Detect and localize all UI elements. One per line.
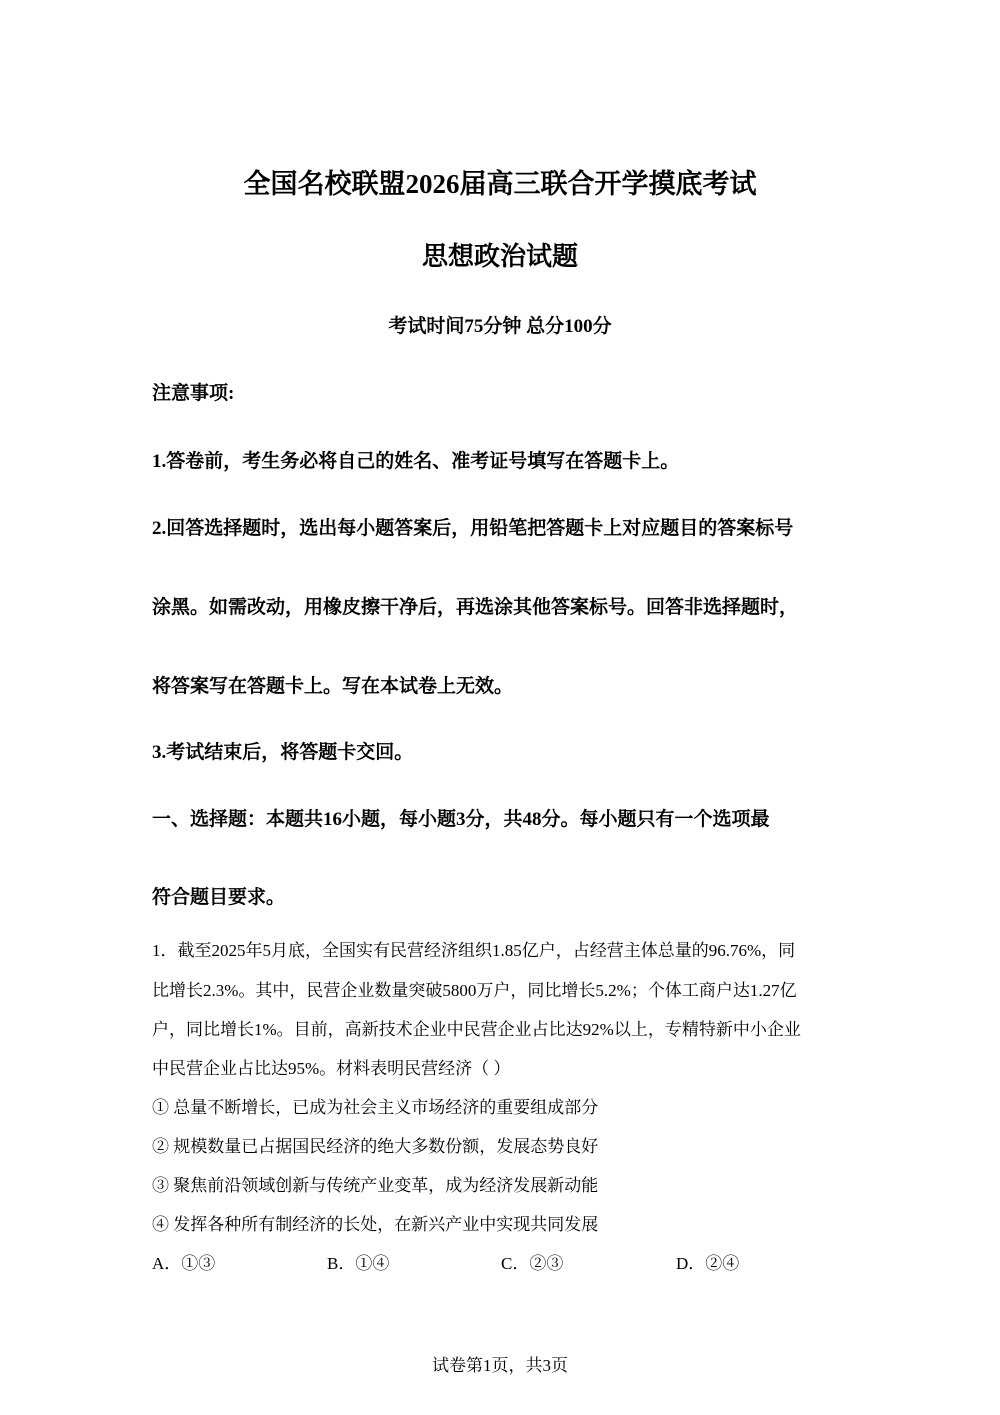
section-heading: 一、选择题：本题共16小题，每小题3分，共48分。每小题只有一个选项最 (152, 809, 770, 830)
question-stem-line: 中民营企业占比达95%。材料表明民营经济（ ） (152, 1059, 511, 1078)
page-footer: 试卷第1页，共3页 (432, 1356, 568, 1375)
notice-heading: 注意事项: (152, 383, 235, 404)
question-stem-line: 1．截至2025年5月底，全国实有民营经济组织1.85亿户，占经营主体总量的96.76%，同 (152, 941, 796, 960)
notice-line: 涂黑。如需改动，用橡皮擦干净后，再选涂其他答案标号。回答非选择题时， (152, 597, 799, 618)
answer-option-b: B．①④ (327, 1254, 390, 1273)
exam-subtitle: 思想政治试题 (421, 242, 578, 271)
question-statement: ② 规模数量已占据国民经济的绝大多数份额，发展态势良好 (152, 1137, 599, 1156)
notice-line: 2.回答选择题时，选出每小题答案后，用铅笔把答题卡上对应题目的答案标号 (152, 518, 794, 539)
question-statement: ① 总量不断增长，已成为社会主义市场经济的重要组成部分 (152, 1098, 599, 1117)
notice-line: 3.考试结束后，将答题卡交回。 (152, 742, 414, 763)
section-heading: 符合题目要求。 (152, 887, 286, 908)
question-stem-line: 户，同比增长1%。目前，高新技术企业中民营企业占比达92%以上，专精特新中小企业 (152, 1020, 801, 1039)
question-stem-line: 比增长2.3%。其中，民营企业数量突破5800万户，同比增长5.2%；个体工商户达1.27亿 (152, 981, 797, 1000)
answer-option-a: A．①③ (152, 1254, 216, 1273)
question-statement: ③ 聚焦前沿领域创新与传统产业变革，成为经济发展新动能 (152, 1176, 599, 1195)
exam-info: 考试时间75分钟 总分100分 (388, 316, 612, 337)
answer-option-c: C．②③ (501, 1254, 564, 1273)
notice-line: 将答案写在答题卡上。写在本试卷上无效。 (152, 676, 514, 697)
question-statement: ④ 发挥各种所有制经济的长处，在新兴产业中实现共同发展 (152, 1215, 599, 1234)
exam-title: 全国名校联盟2026届高三联合开学摸底考试 (243, 169, 757, 199)
answer-option-d: D．②④ (676, 1254, 740, 1273)
notice-line: 1.答卷前，考生务必将自己的姓名、准考证号填写在答题卡上。 (152, 451, 680, 472)
